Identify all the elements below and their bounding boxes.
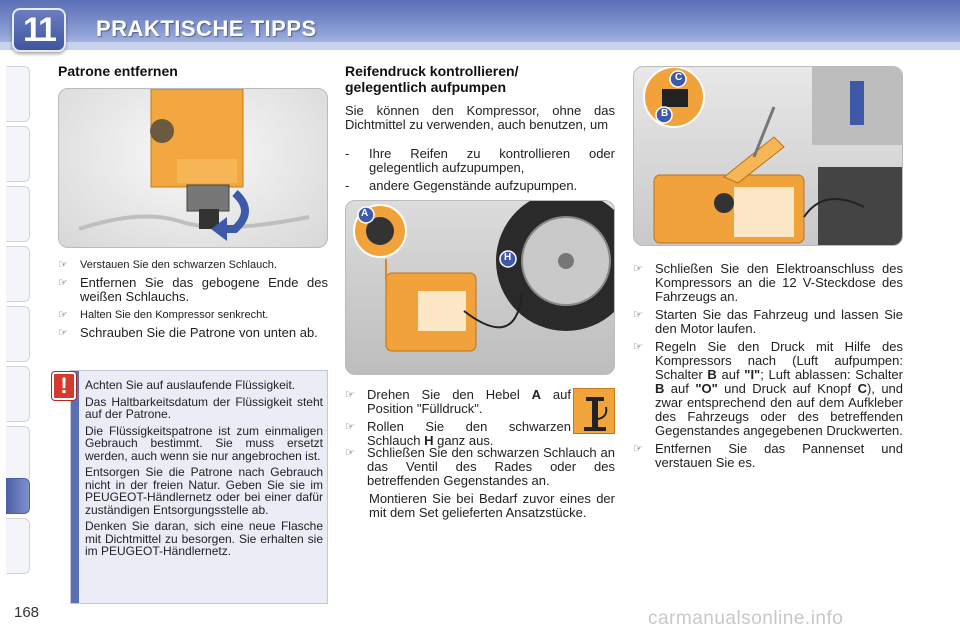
label-c: C bbox=[675, 72, 683, 83]
warning-icon: ! bbox=[52, 372, 76, 400]
hand-pointer-icon: ☞ bbox=[633, 263, 643, 275]
list-item: ☞ Rollen Sie den schwarzen Schlauch H ganz aus. bbox=[345, 419, 571, 448]
middle-instructions-2 bbox=[345, 446, 615, 524]
hand-pointer-icon: ☞ bbox=[633, 443, 643, 455]
chapter-tab-active[interactable] bbox=[6, 478, 30, 514]
list-item: ☞ Schrauben Sie die Patrone von unten ab. bbox=[58, 325, 318, 340]
list-item: Montieren Sie bei Bedarf zuvor eines der mit dem Set gelieferten Ansatzstücke. bbox=[369, 491, 615, 520]
label-h: H bbox=[504, 252, 512, 263]
hand-pointer-icon: ☞ bbox=[633, 341, 643, 353]
list-item: - Ihre Reifen zu kontrollieren oder gelegentlich aufzupumpen, bbox=[345, 146, 615, 175]
watermark: carmanualsonline.info bbox=[648, 608, 844, 629]
chapter-tab[interactable] bbox=[6, 366, 30, 422]
list-item: ☞ Verstauen Sie den schwarzen Schlauch. bbox=[58, 259, 277, 271]
hand-pointer-icon: ☞ bbox=[345, 421, 355, 433]
chapter-tab[interactable] bbox=[6, 306, 30, 362]
right-instructions bbox=[633, 262, 903, 474]
hand-pointer-icon: ☞ bbox=[58, 327, 68, 339]
list-item: ☞ Halten Sie den Kompressor senkrecht. bbox=[58, 309, 269, 321]
warning-text: Die Flüssigkeitspatrone ist zum einmaligen Gebrauch bestimmt. Sie muss ersetzt werden, auch wenn sie nur angebrochen ist. bbox=[85, 423, 323, 463]
list-item: ☞ Schließen Sie den schwarzen Schlauch an das Ventil des Rades oder des betreffenden Gegenstandes an. bbox=[345, 445, 615, 488]
warning-text: Das Haltbarkeitsdatum der Flüssigkeit steht auf der Patrone. bbox=[85, 394, 323, 421]
list-item: ☞ Starten Sie das Fahrzeug und lassen Sie den Motor laufen. bbox=[633, 307, 903, 336]
hand-pointer-icon: ☞ bbox=[633, 309, 643, 321]
hand-pointer-icon: ☞ bbox=[345, 447, 355, 459]
chapter-tab[interactable] bbox=[6, 426, 30, 482]
warning-text: Entsorgen Sie die Patrone nach Gebrauch nicht in der freien Natur. Geben Sie sie im PEUGEOT-Händlernetz oder bei einer dafür zuständigen Entsorgungsstelle ab. bbox=[85, 465, 323, 517]
chapter-tab[interactable] bbox=[6, 186, 30, 242]
dash-list bbox=[345, 147, 615, 193]
chapter-tab[interactable] bbox=[6, 518, 30, 574]
intro-text: Sie können den Kompressor, ohne das Dichtmittel zu verwenden, auch benutzen, um bbox=[345, 103, 615, 132]
list-item: ☞ Schließen Sie den Elektroanschluss des Kompressors an die 12 V-Steckdose des Fahrzeugs an. bbox=[633, 261, 903, 304]
chapter-tab[interactable] bbox=[6, 126, 30, 182]
hand-pointer-icon: ☞ bbox=[345, 389, 355, 401]
label-b: B bbox=[661, 108, 669, 119]
list-item: ☞ Entfernen Sie das Pannenset und verstauen Sie es. bbox=[633, 441, 903, 470]
list-item: ☞ Entfernen Sie das gebogene Ende des weißen Schlauchs. bbox=[58, 275, 328, 304]
cartridge-removal-illustration bbox=[58, 88, 328, 248]
warning-text: Denken Sie daran, sich eine neue Flasche mit Dichtmittel zu besorgen. Sie erhalten sie im PEUGEOT-Händlernetz. bbox=[85, 519, 323, 558]
chapter-tab[interactable] bbox=[6, 66, 30, 122]
warning-box bbox=[70, 370, 328, 604]
middle-instructions bbox=[345, 388, 571, 452]
chapter-badge: 11 bbox=[12, 8, 66, 52]
section-title-patrone: Patrone entfernen bbox=[58, 63, 178, 79]
hand-pointer-icon: ☞ bbox=[58, 259, 68, 271]
list-item: ☞ Drehen Sie den Hebel A auf Position "Fülldruck". bbox=[345, 387, 572, 416]
tire-pump-icon bbox=[573, 388, 615, 434]
list-item: - andere Gegenstände aufzupumpen. bbox=[345, 178, 578, 193]
hand-pointer-icon: ☞ bbox=[58, 309, 68, 321]
left-instructions bbox=[58, 258, 328, 344]
compressor-tire-illustration bbox=[345, 200, 615, 375]
label-a: A bbox=[361, 208, 369, 219]
page-title: PRAKTISCHE TIPPS bbox=[96, 16, 317, 41]
page-number: 168 bbox=[14, 604, 40, 621]
chapter-tab[interactable] bbox=[6, 246, 30, 302]
compressor-connection-illustration bbox=[633, 66, 903, 246]
list-item: ☞ Regeln Sie den Druck mit Hilfe des Kompressors nach (Luft aufpumpen: Schalter B auf "I"; Luft ablassen: Schalter B auf "O" und Druck auf Knopf C), und zwar entsprechend den auf dem Aufkleber des Fahrzeugs oder des betreffenden Gegenstandes angegebenen Druckwerten. bbox=[633, 339, 904, 438]
hand-pointer-icon: ☞ bbox=[58, 277, 68, 289]
warning-text: Achten Sie auf auslaufende Flüssigkeit. bbox=[85, 378, 296, 392]
section-title-reifendruck: Reifendruck kontrollieren/ gelegentlich aufpumpen bbox=[345, 63, 519, 95]
